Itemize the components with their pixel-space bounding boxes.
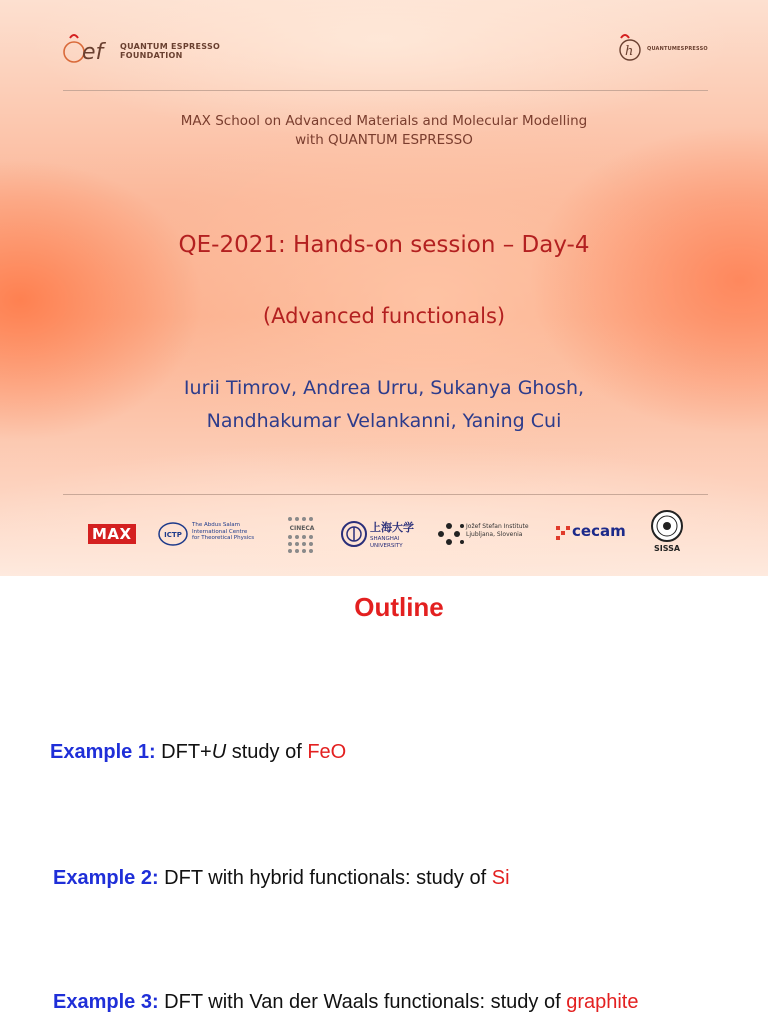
authors-line-2: Nandhakumar Velankanni, Yaning Cui xyxy=(206,410,562,432)
example-1 xyxy=(50,741,346,764)
example-3 xyxy=(53,991,638,1014)
cineca-logo-text: CINECA xyxy=(289,525,315,532)
sissa-logo xyxy=(645,510,689,558)
ictp-logo-icon xyxy=(158,520,188,548)
max-logo: MAX xyxy=(88,524,136,544)
example-1-topic: FeO xyxy=(307,741,347,763)
example-3-label: Example 3: xyxy=(53,991,159,1013)
qe-logo-icon xyxy=(613,30,647,70)
svg-text:ef: ef xyxy=(82,40,104,65)
example-2-topic: Si xyxy=(491,867,510,889)
svg-text:ICTP: ICTP xyxy=(164,531,182,539)
slide-subtitle: (Advanced functionals) xyxy=(262,304,506,328)
jsi-logo-icon xyxy=(436,520,464,550)
school-line-1: MAX School on Advanced Materials and Molecular Modelling xyxy=(180,113,588,129)
cecam-logo-icon xyxy=(556,526,570,540)
example-1-label: Example 1: xyxy=(50,741,156,763)
bottom-divider xyxy=(63,494,708,495)
slide-title: QE-2021: Hands-on session – Day-4 xyxy=(178,232,590,258)
shanghai-seal-icon xyxy=(340,516,368,552)
example-2 xyxy=(53,867,510,890)
shanghai-university-logo xyxy=(340,516,422,556)
cecam-logo xyxy=(556,522,631,546)
top-divider xyxy=(63,90,708,91)
ictp-logo-text: The Abdus Salam International Centre for Theoretical Physics xyxy=(192,522,255,541)
authors-line-1: Iurii Timrov, Andrea Urru, Sukanya Ghosh, xyxy=(183,377,585,399)
cineca-logo-icon xyxy=(284,515,320,555)
cineca-logo xyxy=(284,515,320,555)
qe-logo-text: QUANTUMESPRESSO xyxy=(647,46,708,52)
qef-logo-icon xyxy=(60,30,118,70)
outline-title: Outline xyxy=(354,592,444,622)
svg-text:h: h xyxy=(625,44,634,59)
example-3-text: DFT with Van der Waals functionals: study of xyxy=(164,991,567,1013)
qe-logo xyxy=(613,30,713,70)
example-2-label: Example 2: xyxy=(53,867,159,889)
example-3-topic: graphite xyxy=(566,991,639,1013)
cecam-logo-text: cecam xyxy=(572,522,626,540)
sissa-seal-icon xyxy=(645,510,689,544)
jsi-logo-text: Jožef Stefan Institute Ljubljana, Slovenia xyxy=(466,523,529,538)
sissa-logo-text: SISSA xyxy=(653,544,681,553)
example-2-text: DFT with hybrid functionals: study of xyxy=(164,867,492,889)
shanghai-cn-name: 上海大学 xyxy=(370,521,414,534)
qef-logo xyxy=(60,30,221,70)
qef-logo-text: QUANTUM ESPRESSO FOUNDATION xyxy=(120,42,221,60)
example-1-text: study of xyxy=(226,741,308,763)
ictp-logo xyxy=(158,520,263,548)
example-1-italic: U xyxy=(211,741,227,763)
shanghai-en-name: SHANGHAI UNIVERSITY xyxy=(370,536,403,549)
example-1-pre: DFT+ xyxy=(161,741,212,763)
jsi-logo xyxy=(436,520,541,550)
school-line-2: with QUANTUM ESPRESSO xyxy=(295,132,473,148)
